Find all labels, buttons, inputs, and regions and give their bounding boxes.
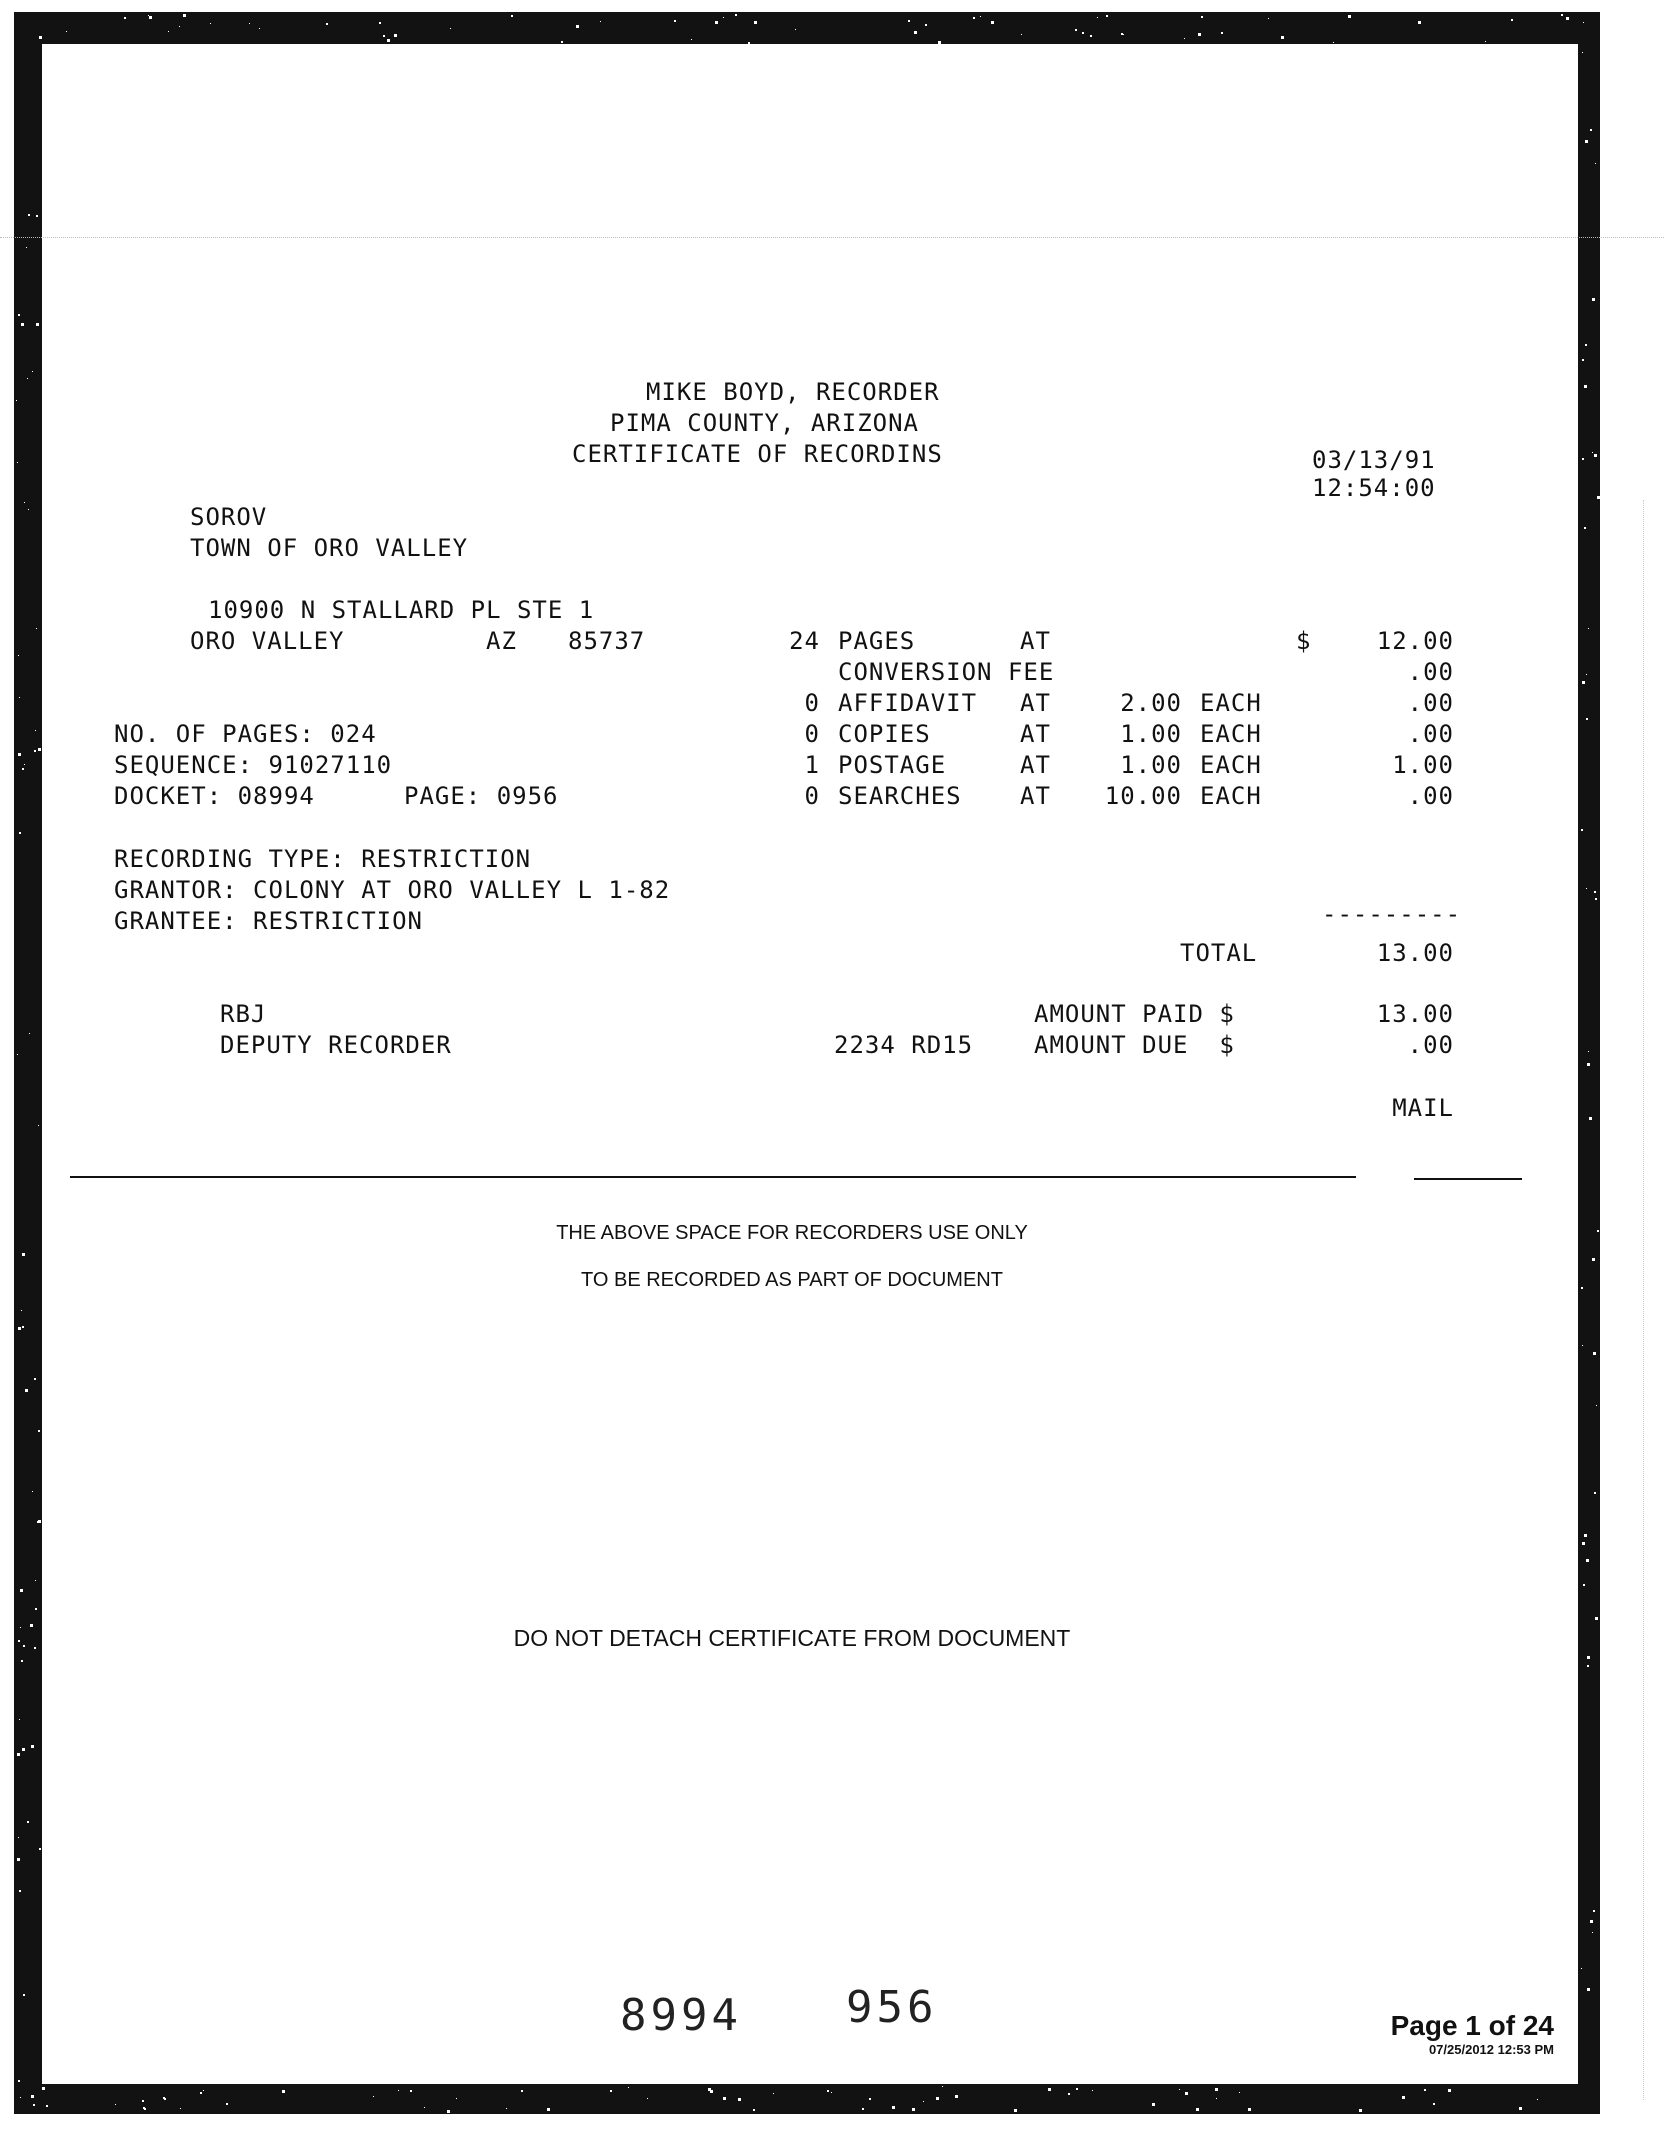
scan-noise-speck xyxy=(1582,52,1583,53)
scan-noise-speck xyxy=(29,1033,30,1034)
scan-noise-speck xyxy=(1592,1258,1595,1261)
scan-noise-speck xyxy=(23,1645,25,1647)
fee-qty: 0 xyxy=(804,689,820,717)
scan-noise-speck xyxy=(18,753,21,756)
scan-noise-speck xyxy=(1485,41,1486,42)
scan-noise-speck xyxy=(394,34,397,37)
edge-guide xyxy=(1643,500,1644,2100)
scan-noise-speck xyxy=(1582,458,1584,460)
scan-noise-speck xyxy=(892,2106,895,2109)
deputy-initials: RBJ xyxy=(220,1000,267,1028)
page-footer xyxy=(1391,2010,1554,2058)
scan-noise-speck xyxy=(259,28,260,29)
scan-noise-speck xyxy=(1587,1665,1589,1667)
scan-noise-speck xyxy=(1076,2088,1078,2090)
scan-noise-speck xyxy=(17,1858,20,1861)
certificate-title: CERTIFICATE OF RECORDINS xyxy=(572,440,943,468)
fold-guide xyxy=(0,237,1664,238)
scan-noise-speck xyxy=(1090,35,1092,37)
fee-item: AFFIDAVIT xyxy=(838,689,978,717)
addressee-street: 10900 N STALLARD PL STE 1 xyxy=(208,596,595,624)
recording-time: 12:54:00 xyxy=(1312,474,1436,502)
scan-noise-speck xyxy=(24,502,25,503)
scan-noise-speck xyxy=(19,697,20,698)
scan-noise-speck xyxy=(17,462,18,463)
fee-qty: 1 xyxy=(804,751,820,779)
scan-noise-speck xyxy=(25,1389,28,1392)
fee-item: POSTAGE xyxy=(838,751,947,779)
scan-noise-speck xyxy=(1583,1584,1585,1586)
scan-noise-speck xyxy=(1586,1559,1589,1562)
scan-noise-speck xyxy=(22,1748,25,1751)
scan-noise-speck xyxy=(326,23,328,25)
scan-noise-speck xyxy=(1587,1656,1590,1659)
scan-noise-speck xyxy=(1589,1117,1592,1120)
scan-noise-speck xyxy=(32,1491,33,1492)
scan-noise-speck xyxy=(1215,2088,1218,2091)
scan-noise-speck xyxy=(912,2108,915,2111)
scan-noise-speck xyxy=(19,832,21,834)
scan-noise-speck xyxy=(410,2090,412,2092)
scan-noise-speck xyxy=(20,1589,23,1592)
page-indicator: Page 1 of 24 xyxy=(1390,2010,1554,2041)
scan-noise-speck xyxy=(955,2095,958,2098)
scan-noise-speck xyxy=(17,1054,18,1055)
scan-noise-speck xyxy=(18,1640,20,1642)
fee-amount: .00 xyxy=(1407,689,1454,717)
scan-noise-speck xyxy=(38,748,41,751)
recorders-use-notice: THE ABOVE SPACE FOR RECORDERS USE ONLY xyxy=(556,1222,1028,1244)
scan-noise-speck xyxy=(200,2092,202,2094)
scan-noise-speck xyxy=(20,1627,21,1628)
scan-noise-speck xyxy=(22,1253,25,1256)
scan-noise-speck xyxy=(1588,628,1589,629)
fee-each: EACH xyxy=(1200,751,1262,779)
scan-noise-speck xyxy=(18,314,20,316)
scan-noise-speck xyxy=(31,1745,34,1748)
scan-noise-speck xyxy=(38,1125,39,1126)
scan-noise-speck xyxy=(1121,33,1123,35)
scan-noise-speck xyxy=(1021,34,1022,35)
scan-noise-speck xyxy=(398,2090,399,2091)
scan-noise-speck xyxy=(379,22,381,24)
amount-due: .00 xyxy=(1407,1031,1454,1059)
scan-noise-speck xyxy=(36,215,38,217)
scan-noise-speck xyxy=(39,36,42,39)
scan-noise-speck xyxy=(18,2080,20,2082)
scan-noise-speck xyxy=(424,2107,425,2108)
scan-noise-speck xyxy=(183,14,186,17)
total-separator: --------- xyxy=(1322,900,1462,928)
scan-noise-speck xyxy=(511,15,513,17)
scan-noise-speck xyxy=(42,2087,45,2090)
scan-noise-speck xyxy=(735,14,737,16)
scan-noise-speck xyxy=(38,1520,41,1523)
register-code: 2234 RD15 xyxy=(834,1031,974,1059)
print-timestamp: 07/25/2012 12:53 PM xyxy=(1428,2042,1554,2057)
scan-noise-speck xyxy=(628,2087,629,2088)
scan-noise-speck xyxy=(1583,22,1584,23)
recording-type: RECORDING TYPE: RESTRICTION xyxy=(114,845,532,873)
scan-noise-speck xyxy=(226,2103,228,2105)
scan-border xyxy=(14,12,1600,2114)
fee-amount: .00 xyxy=(1407,782,1454,810)
scan-noise-speck xyxy=(34,1647,36,1649)
scan-noise-speck xyxy=(561,41,563,43)
scan-noise-speck xyxy=(1588,1051,1589,1052)
scan-noise-speck xyxy=(773,2093,774,2094)
scan-noise-speck xyxy=(17,1753,20,1756)
scan-noise-speck xyxy=(23,1994,25,1996)
scan-noise-speck xyxy=(547,2108,550,2111)
scan-noise-speck xyxy=(35,1580,36,1581)
scan-noise-speck xyxy=(447,2110,450,2113)
scan-noise-speck xyxy=(26,247,27,248)
scan-noise-speck xyxy=(210,23,211,24)
divider-line-right xyxy=(1414,1178,1522,1180)
scan-noise-speck xyxy=(1359,2109,1362,2112)
scan-noise-speck xyxy=(691,39,692,40)
scan-noise-speck xyxy=(1581,1287,1583,1289)
scan-noise-speck xyxy=(66,31,67,32)
scan-noise-speck xyxy=(34,750,36,752)
scan-noise-speck xyxy=(1584,1534,1587,1537)
fee-at: AT xyxy=(1020,689,1051,717)
recorder-name: MIKE BOYD, RECORDER xyxy=(646,378,940,406)
scan-noise-speck xyxy=(19,1890,21,1892)
scan-noise-speck xyxy=(1595,898,1597,900)
addressee-org: TOWN OF ORO VALLEY xyxy=(190,534,469,562)
scan-noise-speck xyxy=(450,28,451,29)
scan-noise-speck xyxy=(1519,2107,1522,2110)
scan-noise-speck xyxy=(1179,2089,1180,2090)
fee-item: PAGES xyxy=(838,627,916,655)
scan-noise-speck xyxy=(610,2090,612,2092)
scan-noise-speck xyxy=(1201,16,1203,18)
scan-noise-speck xyxy=(28,214,30,216)
scan-noise-speck xyxy=(1511,19,1513,21)
total-amount: 13.00 xyxy=(1376,939,1454,967)
docket-number: DOCKET: 08994 xyxy=(114,782,315,810)
fee-amount: .00 xyxy=(1407,658,1454,686)
scan-noise-speck xyxy=(827,2090,829,2092)
scan-noise-speck xyxy=(1595,1617,1598,1620)
divider-line xyxy=(70,1176,1356,1178)
fee-item: CONVERSION FEE xyxy=(838,658,1055,686)
scan-noise-speck xyxy=(973,17,975,19)
scan-noise-speck xyxy=(1082,32,1084,34)
scan-noise-speck xyxy=(179,26,180,27)
fee-amount: 12.00 xyxy=(1376,627,1454,655)
scan-noise-speck xyxy=(21,1660,23,1662)
deputy-title: DEPUTY RECORDER xyxy=(220,1031,452,1059)
scan-noise-speck xyxy=(1239,2092,1240,2093)
scan-noise-speck xyxy=(1582,359,1584,361)
scan-noise-speck xyxy=(1537,2099,1538,2100)
scan-noise-speck xyxy=(1418,21,1421,24)
fee-each: EACH xyxy=(1200,689,1262,717)
scan-noise-speck xyxy=(249,23,250,24)
total-label: TOTAL xyxy=(1180,939,1258,967)
scan-noise-speck xyxy=(1585,344,1587,346)
scan-noise-speck xyxy=(1586,718,1588,720)
fee-each: EACH xyxy=(1200,720,1262,748)
scan-noise-speck xyxy=(373,2096,374,2097)
scan-noise-speck xyxy=(203,2090,204,2091)
scan-noise-speck xyxy=(1097,17,1098,18)
scan-noise-speck xyxy=(1152,2103,1155,2106)
scan-noise-speck xyxy=(18,655,19,656)
scan-noise-speck xyxy=(831,2092,832,2093)
part-of-document-notice: TO BE RECORDED AS PART OF DOCUMENT xyxy=(581,1269,1003,1291)
scan-noise-speck xyxy=(1196,2108,1199,2111)
fee-at: AT xyxy=(1020,782,1051,810)
addressee-zip: 85737 xyxy=(568,627,646,655)
scan-noise-speck xyxy=(1448,2089,1451,2092)
scan-noise-speck xyxy=(1587,1988,1590,1991)
scan-noise-speck xyxy=(1586,674,1587,675)
scan-noise-speck xyxy=(1424,2089,1426,2091)
scan-noise-speck xyxy=(521,2090,523,2092)
scan-noise-speck xyxy=(1596,1405,1597,1406)
scan-noise-speck xyxy=(1198,33,1201,36)
scan-noise-speck xyxy=(674,20,676,22)
scan-noise-speck xyxy=(753,2109,755,2111)
amount-due-label: AMOUNT DUE $ xyxy=(1034,1031,1235,1059)
scan-noise-speck xyxy=(1402,2096,1405,2099)
scan-noise-speck xyxy=(24,764,25,765)
scan-noise-speck xyxy=(1594,1492,1596,1494)
fee-each: EACH xyxy=(1200,782,1262,810)
scan-noise-speck xyxy=(46,2105,48,2107)
fee-rate: 2.00 xyxy=(1120,689,1182,717)
scan-noise-speck xyxy=(600,21,601,22)
scan-noise-speck xyxy=(180,2108,181,2109)
fee-item: COPIES xyxy=(838,720,931,748)
scan-noise-speck xyxy=(19,1719,20,1720)
scan-noise-speck xyxy=(1048,2088,1051,2091)
scan-noise-speck xyxy=(1068,2093,1070,2095)
scan-noise-speck xyxy=(506,2108,507,2109)
scan-noise-speck xyxy=(1333,42,1334,43)
scan-noise-speck xyxy=(748,42,750,44)
scan-noise-speck xyxy=(34,1378,36,1380)
sequence-number: SEQUENCE: 91027110 xyxy=(114,751,393,779)
scan-noise-speck xyxy=(869,2098,871,2100)
scan-noise-speck xyxy=(723,2097,726,2100)
scan-noise-speck xyxy=(149,16,152,19)
scan-noise-speck xyxy=(795,29,796,30)
scan-noise-speck xyxy=(1597,496,1600,499)
scan-noise-speck xyxy=(39,1848,41,1850)
scan-noise-speck xyxy=(32,371,33,372)
scan-noise-speck xyxy=(36,628,37,629)
scan-noise-speck xyxy=(22,768,24,770)
grantor: GRANTOR: COLONY AT ORO VALLEY L 1-82 xyxy=(114,876,671,904)
scan-noise-speck xyxy=(991,21,994,24)
amount-paid-label: AMOUNT PAID $ xyxy=(1034,1000,1235,1028)
scan-noise-speck xyxy=(1592,1932,1593,1933)
stamped-page-number: 956 xyxy=(846,1982,938,2033)
scan-noise-speck xyxy=(1581,1968,1582,1969)
scan-noise-speck xyxy=(20,2097,21,2098)
scan-noise-speck xyxy=(1221,32,1223,34)
scan-noise-speck xyxy=(925,24,927,26)
scan-noise-speck xyxy=(282,2090,285,2093)
scan-noise-speck xyxy=(936,2097,939,2100)
fee-dollar-sign: $ xyxy=(1296,627,1312,655)
scan-noise-speck xyxy=(168,31,169,32)
scan-noise-speck xyxy=(914,31,917,34)
fee-amount: .00 xyxy=(1407,720,1454,748)
scan-noise-speck xyxy=(908,20,910,22)
scan-noise-speck xyxy=(938,41,941,44)
scan-noise-speck xyxy=(723,17,724,18)
fee-amount: 1.00 xyxy=(1392,751,1454,779)
scan-noise-speck xyxy=(1348,15,1351,18)
scan-noise-speck xyxy=(1595,163,1596,164)
grantee: GRANTEE: RESTRICTION xyxy=(114,907,423,935)
scan-noise-speck xyxy=(164,2098,166,2100)
scan-noise-speck xyxy=(1586,888,1587,889)
scan-noise-speck xyxy=(754,21,757,24)
scan-noise-speck xyxy=(1092,2090,1093,2091)
scan-noise-speck xyxy=(124,17,126,19)
scan-noise-speck xyxy=(1248,2108,1251,2111)
scan-noise-speck xyxy=(18,1837,19,1838)
scan-noise-speck xyxy=(144,2108,146,2110)
scan-noise-speck xyxy=(1582,1542,1585,1545)
addressee-name: SOROV xyxy=(190,503,268,531)
fee-qty: 0 xyxy=(804,720,820,748)
scan-noise-speck xyxy=(715,21,718,24)
scan-noise-speck xyxy=(576,25,579,28)
scan-noise-speck xyxy=(35,1608,37,1610)
scan-noise-speck xyxy=(1566,17,1569,20)
scan-noise-speck xyxy=(38,1430,40,1432)
scan-noise-speck xyxy=(21,323,24,326)
scan-noise-speck xyxy=(16,400,17,401)
fee-rate: 1.00 xyxy=(1120,751,1182,779)
scan-noise-speck xyxy=(36,323,39,326)
scan-noise-speck xyxy=(1014,2109,1017,2112)
scan-noise-speck xyxy=(1594,454,1597,457)
scan-noise-speck xyxy=(1561,14,1563,16)
scan-noise-speck xyxy=(22,1326,24,1328)
scan-noise-speck xyxy=(1584,385,1587,388)
fee-rate: 1.00 xyxy=(1120,720,1182,748)
addressee-city: ORO VALLEY xyxy=(190,627,345,655)
scan-noise-speck xyxy=(27,1821,29,1823)
scan-noise-speck xyxy=(1075,29,1077,31)
scan-noise-speck xyxy=(710,2090,713,2093)
scan-noise-speck xyxy=(33,2104,35,2106)
do-not-detach-notice: DO NOT DETACH CERTIFICATE FROM DOCUMENT xyxy=(513,1625,1071,1651)
scan-noise-speck xyxy=(31,2095,34,2098)
scan-noise-speck xyxy=(30,1624,33,1627)
scan-noise-speck xyxy=(1216,2098,1217,2099)
scan-noise-speck xyxy=(1584,527,1586,529)
scan-noise-speck xyxy=(1594,891,1596,893)
county-state: PIMA COUNTY, ARIZONA xyxy=(610,409,919,437)
scan-noise-speck xyxy=(383,35,385,37)
fee-item: SEARCHES xyxy=(838,782,962,810)
fee-qty: 0 xyxy=(804,782,820,810)
fee-rate: 10.00 xyxy=(1104,782,1182,810)
scan-noise-speck xyxy=(18,1327,21,1330)
scan-noise-speck xyxy=(1585,140,1588,143)
scan-noise-speck xyxy=(142,2100,144,2102)
scan-noise-speck xyxy=(647,2098,648,2099)
scan-noise-speck xyxy=(1597,1230,1599,1232)
fee-at: AT xyxy=(1020,627,1051,655)
fee-qty: 24 xyxy=(789,627,820,655)
scan-noise-speck xyxy=(923,2101,924,2102)
scan-noise-speck xyxy=(115,2104,116,2105)
stamped-docket-number: 8994 xyxy=(620,1990,742,2041)
recording-date: 03/13/91 xyxy=(1312,446,1436,474)
scan-noise-speck xyxy=(1590,129,1592,131)
scan-noise-speck xyxy=(1592,298,1595,301)
scan-noise-speck xyxy=(35,730,36,731)
scan-noise-speck xyxy=(1268,18,1269,19)
scan-noise-speck xyxy=(1590,1920,1593,1923)
number-of-pages: NO. OF PAGES: 024 xyxy=(114,720,377,748)
scan-noise-speck xyxy=(1185,2092,1188,2095)
scan-noise-speck xyxy=(1592,452,1593,453)
scan-noise-speck xyxy=(862,2108,864,2110)
scan-noise-speck xyxy=(1587,1063,1590,1066)
fee-at: AT xyxy=(1020,720,1051,748)
scan-noise-speck xyxy=(27,378,28,379)
scan-noise-speck xyxy=(1281,36,1284,39)
scan-noise-speck xyxy=(738,2098,741,2101)
delivery-method: MAIL xyxy=(1392,1094,1454,1122)
scan-noise-speck xyxy=(1184,38,1185,39)
scan-noise-speck xyxy=(21,1310,22,1311)
amount-paid: 13.00 xyxy=(1376,1000,1454,1028)
scan-noise-speck xyxy=(28,509,29,510)
scan-noise-speck xyxy=(387,39,390,42)
scan-noise-speck xyxy=(1593,1910,1595,1912)
scan-noise-speck xyxy=(1582,681,1585,684)
page-number: PAGE: 0956 xyxy=(404,782,559,810)
scan-noise-speck xyxy=(942,2086,943,2087)
addressee-state: AZ xyxy=(486,627,517,655)
scan-noise-speck xyxy=(1582,1345,1583,1346)
scan-noise-speck xyxy=(456,2098,457,2099)
scan-noise-speck xyxy=(980,16,981,17)
scan-noise-speck xyxy=(1106,15,1108,17)
scan-noise-speck xyxy=(1593,1352,1596,1355)
scan-noise-speck xyxy=(1581,829,1583,831)
scan-noise-speck xyxy=(1433,2103,1435,2105)
fee-at: AT xyxy=(1020,751,1051,779)
